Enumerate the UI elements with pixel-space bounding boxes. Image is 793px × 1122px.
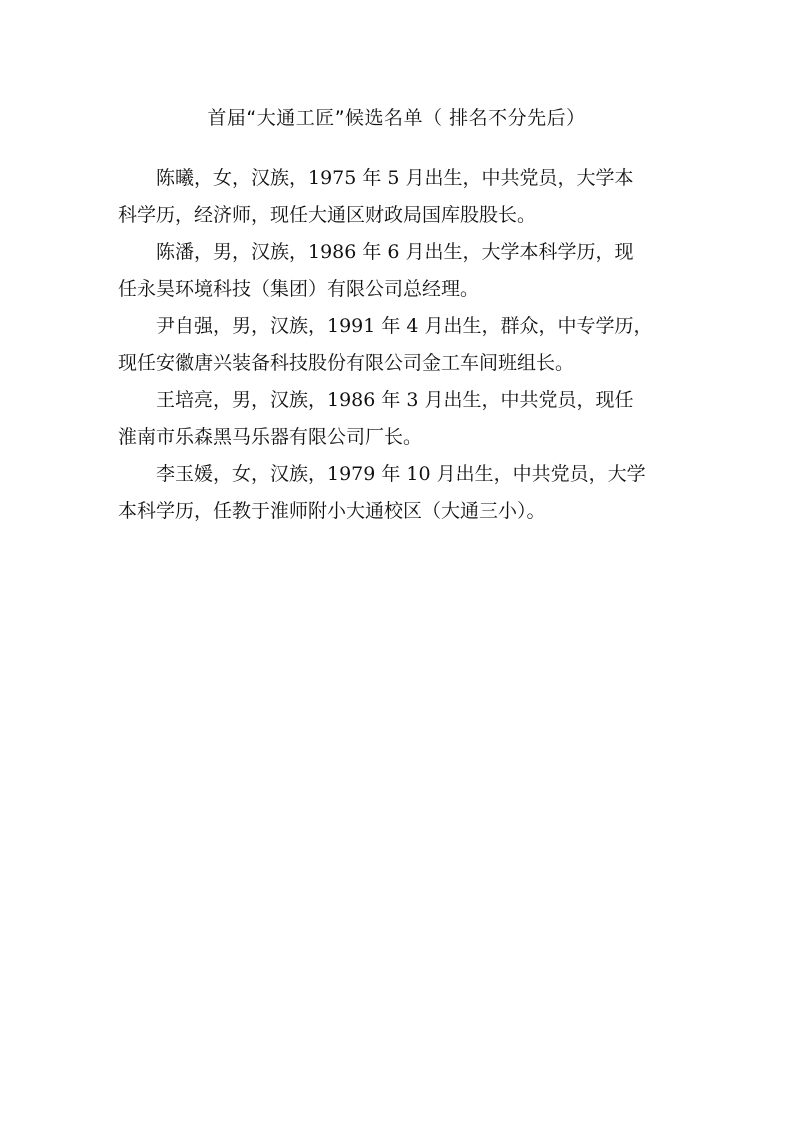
entry-line: 尹自强，男，汉族，1991 年 4 月出生，群众，中专学历，	[156, 315, 653, 337]
document-title: 首届“大通工匠”候选名单（ 排名不分先后）	[207, 107, 586, 129]
entry-line: 王培亮，男，汉族，1986 年 3 月出生，中共党员，现任	[156, 389, 634, 411]
entry-line: 陈潘，男，汉族，1986 年 6 月出生，大学本科学历，现	[156, 241, 634, 263]
entry-line: 现任安徽唐兴装备科技股份有限公司金工车间班组长。	[118, 352, 575, 374]
entry-line: 陈曦，女，汉族，1975 年 5 月出生，中共党员，大学本	[156, 167, 634, 189]
candidate-list	[118, 160, 680, 530]
candidate-entry-yin-ziqiang	[118, 308, 680, 382]
entry-line: 本科学历，任教于淮师附小大通校区（大通三小）。	[118, 500, 546, 522]
candidate-entry-chen-xi	[118, 160, 680, 234]
entry-line: 淮南市乐森黑马乐器有限公司厂长。	[118, 426, 423, 448]
entry-line: 任永昊环境科技（集团）有限公司总经理。	[118, 278, 480, 300]
candidate-entry-wang-peiliang	[118, 382, 680, 456]
candidate-entry-chen-pan	[118, 234, 680, 308]
entry-line: 科学历，经济师，现任大通区财政局国库股股长。	[118, 204, 537, 226]
candidate-entry-li-yuyuan	[118, 456, 680, 530]
entry-line: 李玉媛，女，汉族，1979 年 10 月出生，中共党员，大学	[156, 463, 646, 485]
